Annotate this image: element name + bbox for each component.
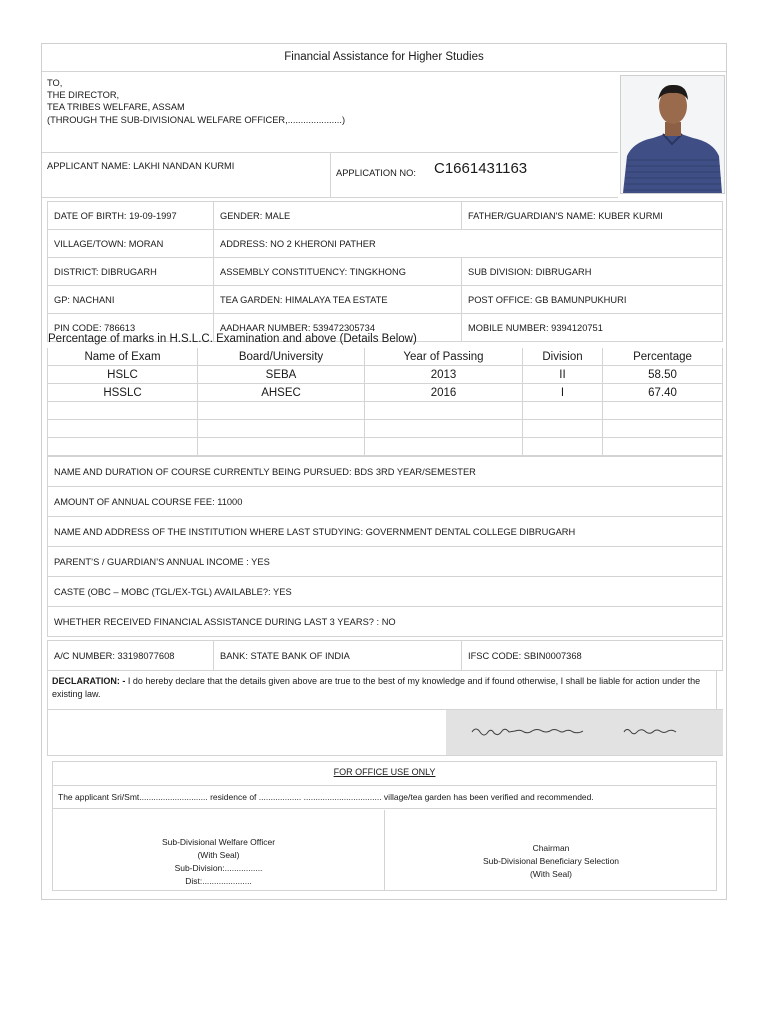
table-cell: 2016	[365, 384, 523, 402]
course-fee-field: AMOUNT OF ANNUAL COURSE FEE: 11000	[48, 487, 723, 517]
table-cell	[365, 438, 523, 456]
table-row	[48, 517, 723, 547]
signature-row	[47, 709, 723, 756]
column-header: Name of Exam	[48, 348, 198, 366]
table-row	[48, 457, 723, 487]
address-block	[47, 77, 345, 126]
assistance-field: WHETHER RECEIVED FINANCIAL ASSISTANCE DURING LAST 3 YEARS? : NO	[48, 607, 723, 637]
table-cell: II	[523, 366, 603, 384]
table-cell: I	[523, 384, 603, 402]
table-row	[48, 641, 723, 671]
office-use-title: FOR OFFICE USE ONLY	[333, 767, 436, 777]
table-row	[48, 577, 723, 607]
institution-field: NAME AND ADDRESS OF THE INSTITUTION WHERE LAST STUDYING: GOVERNMENT DENTAL COLLEGE DIBRUGARH	[48, 517, 723, 547]
signatory-title: Chairman	[532, 843, 570, 853]
bank-details-table	[47, 640, 723, 671]
table-cell: HSLC	[48, 366, 198, 384]
table-cell: ADDRESS: NO 2 KHERONI PATHER	[214, 230, 723, 258]
applicant-name: APPLICANT NAME: LAKHI NANDAN KURMI	[47, 161, 235, 171]
table-cell: VILLAGE/TOWN: MORAN	[48, 230, 214, 258]
column-header: Percentage	[603, 348, 723, 366]
form-title: Financial Assistance for Higher Studies	[42, 44, 726, 72]
ifsc-field: IFSC CODE: SBIN0007368	[462, 641, 723, 671]
table-cell: DATE OF BIRTH: 19-09-1997	[48, 202, 214, 230]
table-cell	[523, 420, 603, 438]
applicant-photo	[620, 75, 725, 194]
signatory-seal-note: (With Seal)	[197, 850, 240, 860]
table-cell	[603, 438, 723, 456]
table-cell	[365, 420, 523, 438]
chairman-signature-block	[386, 810, 716, 890]
subdivision-field: Sub-Division:................	[174, 863, 263, 873]
welfare-officer-signature-block	[53, 810, 385, 890]
account-number-field: A/C NUMBER: 33198077608	[48, 641, 214, 671]
table-cell: GENDER: MALE	[214, 202, 462, 230]
table-row	[48, 547, 723, 577]
declaration-label: DECLARATION: -	[52, 676, 126, 686]
table-cell	[48, 420, 198, 438]
table-cell: DISTRICT: DIBRUGARH	[48, 258, 214, 286]
address-line: TEA TRIBES WELFARE, ASSAM	[47, 102, 185, 113]
table-cell: SUB DIVISION: DIBRUGARH	[462, 258, 723, 286]
applicant-name-row	[42, 152, 618, 198]
table-cell: POST OFFICE: GB BAMUNPUKHURI	[462, 286, 723, 314]
table-cell: FATHER/GUARDIAN'S NAME: KUBER KURMI	[462, 202, 723, 230]
declaration	[47, 671, 717, 709]
table-cell: SEBA	[198, 366, 365, 384]
marks-table	[47, 348, 723, 456]
table-cell: ASSEMBLY CONSTITUENCY: TINGKHONG	[214, 258, 462, 286]
table-cell	[48, 402, 198, 420]
signatory-seal-note: (With Seal)	[529, 869, 573, 879]
office-use-heading	[53, 762, 716, 786]
office-use-section	[52, 761, 717, 891]
personal-details-table	[47, 201, 723, 342]
table-cell: GP: NACHANI	[48, 286, 214, 314]
bank-name-field: BANK: STATE BANK OF INDIA	[214, 641, 462, 671]
table-cell	[198, 420, 365, 438]
table-row	[48, 487, 723, 517]
table-cell: TEA GARDEN: HIMALAYA TEA ESTATE	[214, 286, 462, 314]
table-cell	[48, 438, 198, 456]
table-row	[48, 230, 723, 258]
table-cell	[523, 402, 603, 420]
table-row	[48, 202, 723, 230]
table-cell: MOBILE NUMBER: 9394120751	[462, 314, 723, 342]
table-cell	[603, 420, 723, 438]
table-cell: 2013	[365, 366, 523, 384]
table-row	[48, 384, 723, 402]
column-header: Board/University	[198, 348, 365, 366]
course-name-field: NAME AND DURATION OF COURSE CURRENTLY BEING PURSUED: BDS 3RD YEAR/SEMESTER	[48, 457, 723, 487]
table-cell	[523, 438, 603, 456]
application-number: C1661431163	[434, 160, 528, 177]
table-cell: HSSLC	[48, 384, 198, 402]
application-number-label: APPLICATION NO:	[336, 168, 416, 178]
table-row	[48, 607, 723, 637]
table-cell: AHSEC	[198, 384, 365, 402]
marks-section-label: Percentage of marks in H.S.L.C. Examination and above (Details Below)	[48, 333, 417, 345]
address-line: (THROUGH THE SUB-DIVISIONAL WELFARE OFFICER,.....................)	[47, 114, 346, 125]
column-header: Division	[523, 348, 603, 366]
table-header-row	[48, 348, 723, 366]
table-row	[48, 402, 723, 420]
table-cell: 58.50	[603, 366, 723, 384]
column-header: Year of Passing	[365, 348, 523, 366]
table-cell	[198, 402, 365, 420]
district-field: Dist:.....................	[185, 876, 252, 886]
table-cell: PIN CODE: 786613	[48, 314, 214, 342]
table-cell: 67.40	[603, 384, 723, 402]
application-number-cell	[331, 153, 618, 197]
applicant-name-cell	[42, 153, 331, 197]
signature-image	[446, 710, 723, 755]
address-line: TO,	[47, 78, 63, 88]
application-form	[41, 43, 727, 900]
signatory-title: Sub-Divisional Welfare Officer	[161, 837, 276, 847]
table-row	[48, 258, 723, 286]
verification-text: The applicant Sri/Smt............................. residence of .................. ................................. village/tea garden has been verified and recommended.	[53, 786, 716, 809]
course-details-table	[47, 456, 723, 637]
income-field: PARENT’S / GUARDIAN’S ANNUAL INCOME : YES	[48, 547, 723, 577]
table-cell	[198, 438, 365, 456]
table-cell: AADHAAR NUMBER: 539472305734	[214, 314, 462, 342]
table-row	[48, 420, 723, 438]
table-cell	[603, 402, 723, 420]
address-line: THE DIRECTOR,	[47, 90, 120, 101]
table-row	[48, 438, 723, 456]
signatory-committee: Sub-Divisional Beneficiary Selection	[482, 856, 620, 866]
caste-field: CASTE (OBC – MOBC (TGL/EX-TGL) AVAILABLE?: YES	[48, 577, 723, 607]
table-cell	[365, 402, 523, 420]
table-row	[48, 286, 723, 314]
declaration-text: I do hereby declare that the details given above are true to the best of my knowledge and if found otherwise, I shall be liable for action under the existing law.	[52, 676, 701, 699]
table-row	[48, 366, 723, 384]
